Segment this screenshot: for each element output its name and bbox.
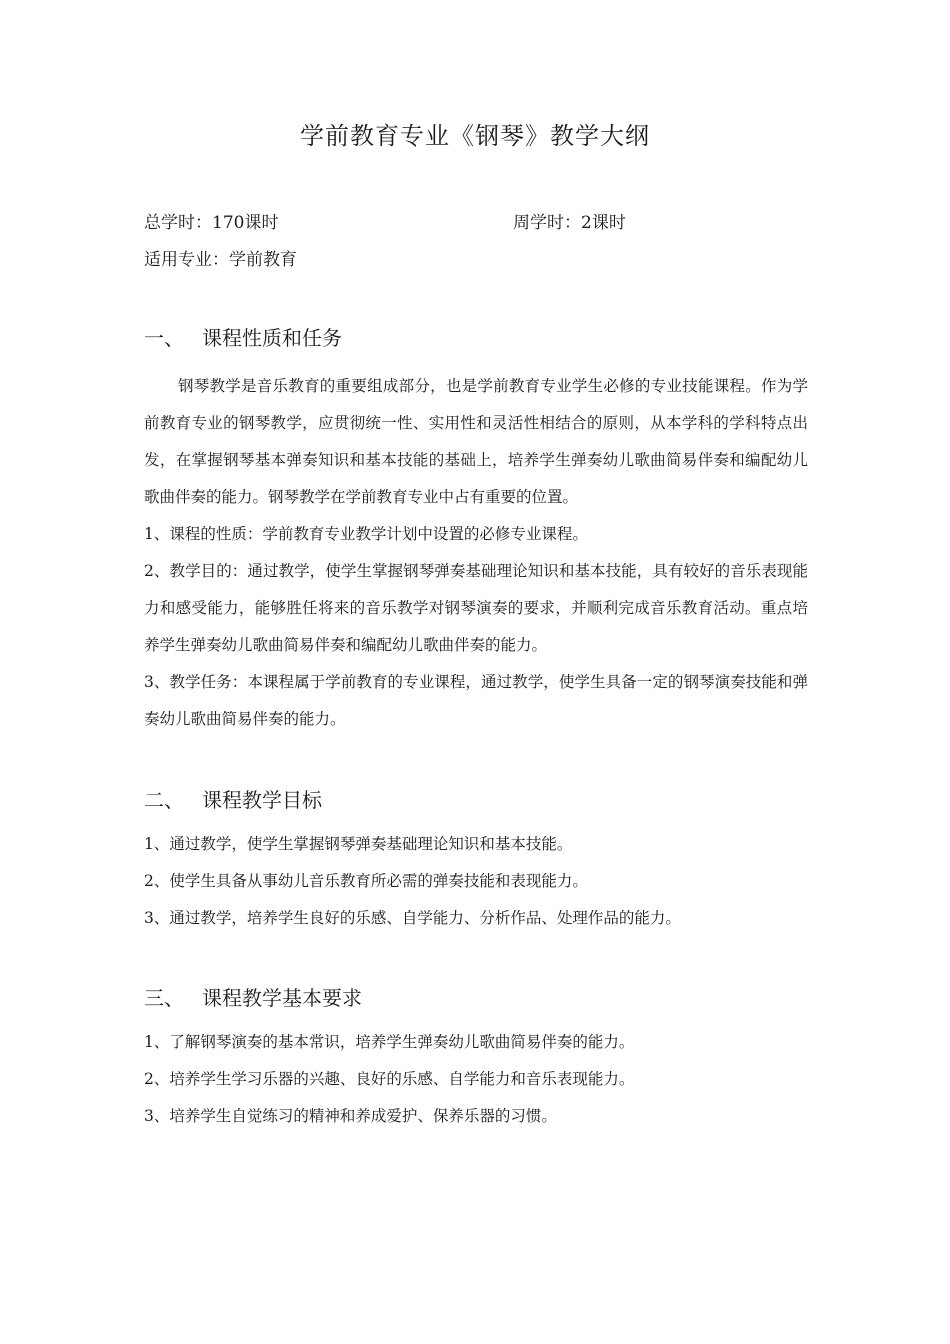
section-body-3 [144,1024,808,1135]
list-item: 1、课程的性质：学前教育专业教学计划中设置的必修专业课程。 [144,525,588,543]
section-heading-1 [144,322,342,351]
list-item: 3、培养学生自觉练习的精神和养成爱护、保养乐器的习惯。 [144,1107,557,1125]
page-title: 学前教育专业《钢琴》教学大纲 [300,122,650,150]
section-heading-2 [144,784,322,813]
total-hours: 总学时：170课时 [144,213,279,233]
section-number: 二、 [144,788,184,812]
section-intro-paragraph: 钢琴教学是音乐教育的重要组成部分，也是学前教育专业学生必修的专业技能课程。作为学前教育专业的钢琴教学，应贯彻统一性、实用性和灵活性相结合的原则，从本学科的学科特点出发，在掌握钢琴基本弹奏知识和基本技能的基础上，培养学生弹奏幼儿歌曲简易伴奏和编配幼儿歌曲伴奏的能力。钢琴教学在学前教育专业中占有重要的位置。 [144,377,808,506]
list-item: 2、使学生具备从事幼儿音乐教育所必需的弹奏技能和表现能力。 [144,872,588,890]
section-number: 三、 [144,986,184,1010]
section-number: 一、 [144,326,184,350]
section-body-2 [144,826,808,937]
applicable-major: 适用专业：学前教育 [144,250,297,270]
weekly-hours: 周学时：2课时 [513,213,626,233]
list-item: 2、培养学生学习乐器的兴趣、良好的乐感、自学能力和音乐表现能力。 [144,1070,635,1088]
section-title: 课程教学目标 [202,788,322,812]
list-item: 1、通过教学，使学生掌握钢琴弹奏基础理论知识和基本技能。 [144,835,573,853]
list-item: 3、通过教学，培养学生良好的乐感、自学能力、分析作品、处理作品的能力。 [144,909,681,927]
list-item: 3、教学任务：本课程属于学前教育的专业课程，通过教学，使学生具备一定的钢琴演奏技能和弹奏幼儿歌曲简易伴奏的能力。 [144,673,808,728]
section-body-1 [144,368,808,738]
section-title: 课程教学基本要求 [202,986,362,1010]
list-item: 2、教学目的：通过教学，使学生掌握钢琴弹奏基础理论知识和基本技能，具有较好的音乐表现能力和感受能力，能够胜任将来的音乐教学对钢琴演奏的要求，并顺利完成音乐教育活动。重点培养学生弹奏幼儿歌曲简易伴奏和编配幼儿歌曲伴奏的能力。 [144,562,808,654]
section-title: 课程性质和任务 [202,326,342,350]
section-heading-3 [144,982,362,1011]
list-item: 1、了解钢琴演奏的基本常识，培养学生弹奏幼儿歌曲简易伴奏的能力。 [144,1033,635,1051]
